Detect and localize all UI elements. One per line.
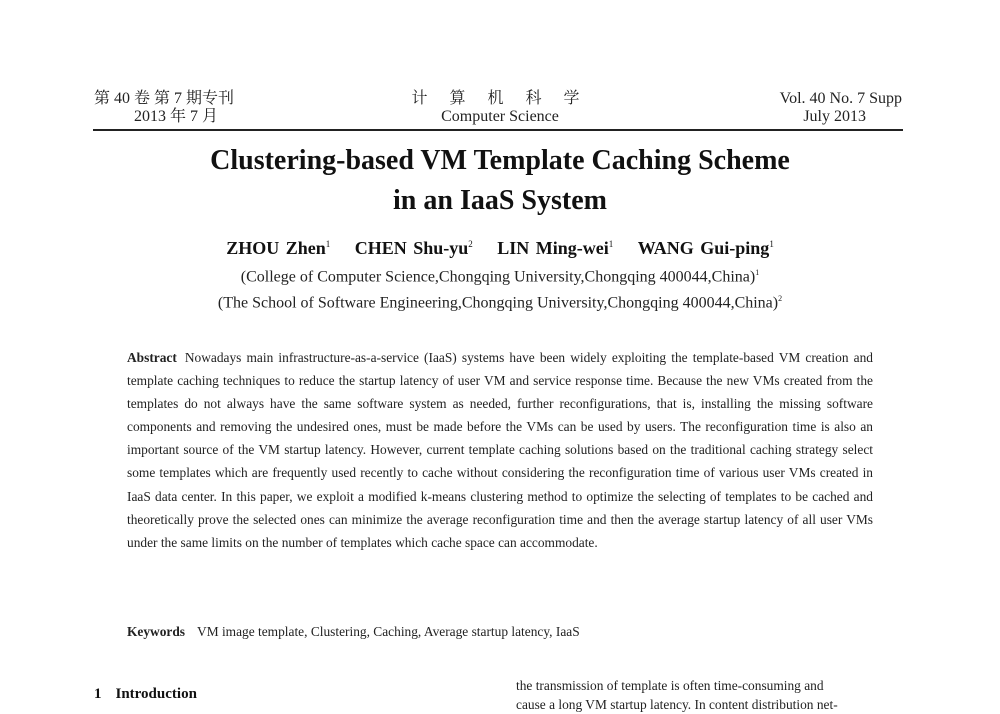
body-line: cause a long VM startup latency. In content distribution net- <box>516 697 838 712</box>
author-list <box>0 238 1000 259</box>
date-cn: 2013 年 7 月 <box>134 108 219 125</box>
abstract-label: Abstract <box>127 350 177 365</box>
section-title: Introduction <box>115 686 197 702</box>
author: WANG Gui-ping$^1$ <box>637 238 774 258</box>
paper-title-line1: Clustering-based VM Template Caching Scheme <box>210 145 790 176</box>
author: ZHOU Zhen$^1$ <box>226 238 331 258</box>
author: CHEN Shu-$yu^2$ <box>354 238 473 258</box>
right-column-text <box>516 676 905 714</box>
keywords-label: Keywords <box>127 624 186 639</box>
journal-name-cn: 计 算 机 科 学 <box>411 90 589 107</box>
abstract-text: Nowadays main infrastructure-as-a-service (IaaS) systems have been widely exploiting the template-based VM creation and template caching techniques to reduce the startup latency of user VM and service response time. Because the new VMs created from the templates do not always have the same software system as needed, further reconfigurations, that is, installing the missing software components and removing the undesired ones, must be made before the VMs can be used by users. The reconfiguration time is also an important source of the VM startup latency. However, current template caching solutions based on the traditional caching strategy select some templates which are frequently used recently to cache without considering the reconfiguration time of various user VMs created in IaaS data center. In this paper, we exploit a modified k-means clustering method to optimize the selecting of templates to be cached and theoretically prove the selected ones can minimize the average reconfiguration time and then the average startup latency of all user VMs under the same limits on the number of templates which cache space can accommodate. <box>127 350 873 550</box>
abstract <box>127 346 873 554</box>
date-en: July 2013 <box>803 108 866 125</box>
section-number: 1 <box>94 686 102 702</box>
volume-issue-cn: 第 40 卷 第 7 期专刊 <box>94 90 235 107</box>
affiliation: (The School of Software Engineering,Chongqing University,Chongqing 400044,China)$^2$ <box>217 294 783 312</box>
section-heading <box>94 686 197 703</box>
body-line: the transmission of template is often time-consuming and <box>516 678 824 693</box>
paper-title-line2: in an IaaS System <box>393 185 607 216</box>
affiliation: (College of Computer Science,Chongqing University,Chongqing 400044,China)$^1$ <box>240 268 760 286</box>
keywords <box>127 624 580 640</box>
header-rule <box>93 129 903 131</box>
volume-issue-en: Vol. 40 No. 7 Supp <box>779 90 902 107</box>
journal-name-en: Computer Science <box>441 108 559 125</box>
author: LIN Ming-wei$^1$ <box>497 238 614 258</box>
journal-issue-header <box>780 90 902 126</box>
keywords-text: VM image template, Clustering, Caching, Average startup latency, IaaS <box>197 624 580 639</box>
